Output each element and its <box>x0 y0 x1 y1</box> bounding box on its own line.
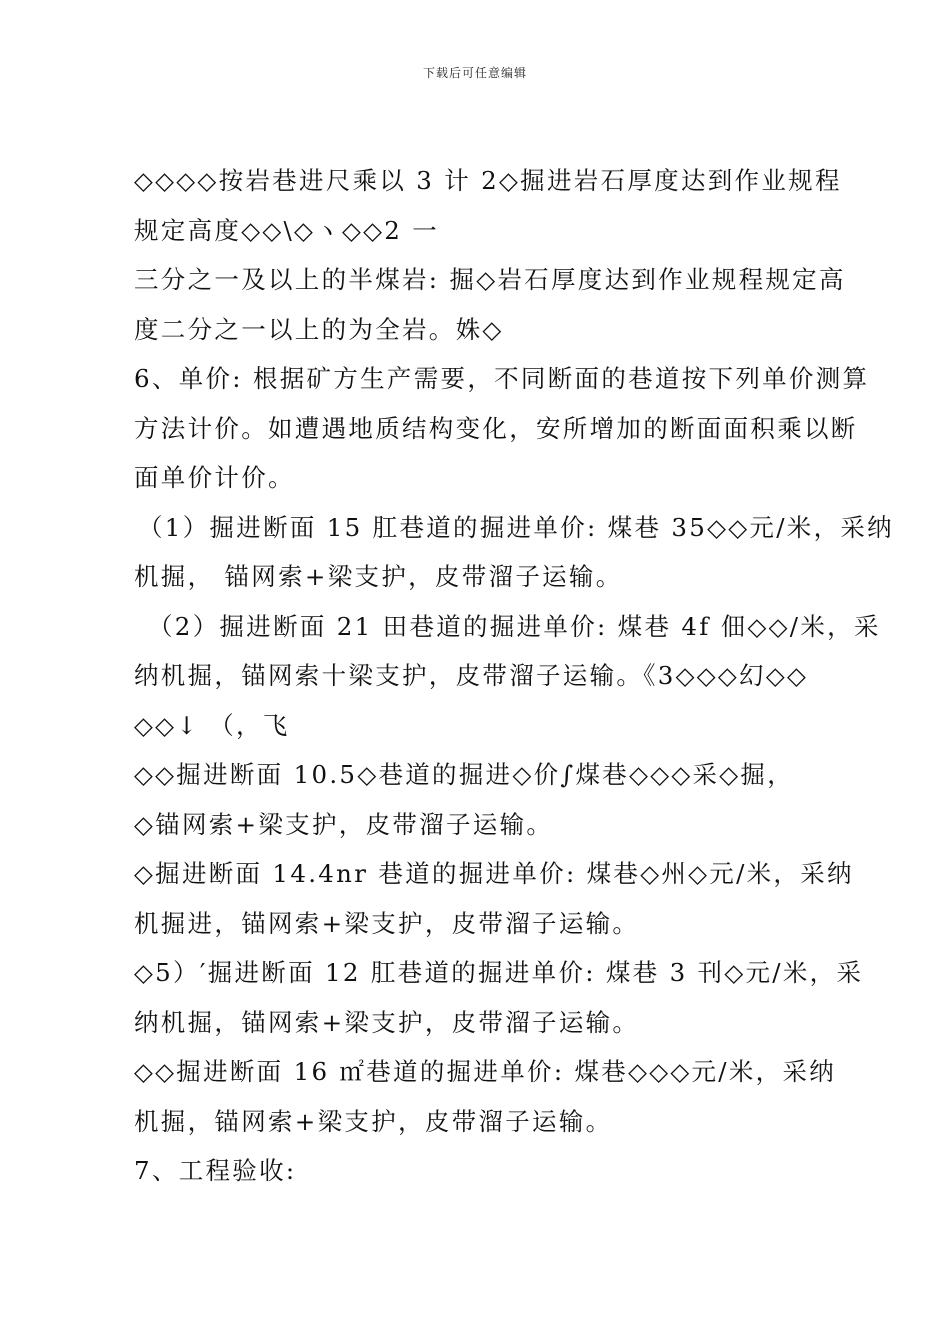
text-line: ◇锚网索+梁支护，皮带溜子运输。 <box>134 809 554 839</box>
text-line: ◇◇↓ （，飞 <box>134 710 290 740</box>
text-line: 规定高度◇◇\◇ヽ◇◇2 一 <box>134 215 440 245</box>
text-line: ◇掘进断面 14.4nr 巷道的掘进单价: 煤巷◇州◇元/米，采纳 <box>134 859 854 888</box>
text-line: （1）掘进断面 15 肛巷道的掘进单价: 煤巷 35◇◇元/米，采纳 <box>138 512 894 542</box>
text-line: ◇◇掘进断面 16 ㎡巷道的掘进单价: 煤巷◇◇◇元/米，采纳 <box>134 1057 837 1086</box>
text-line: ◇◇掘进断面 10.5◇巷道的掘进◇价∫煤巷◇◇◇采◇掘， <box>134 760 795 789</box>
page-header-note: 下载后可任意编辑 <box>422 66 527 80</box>
text-line: 机掘，锚网索+梁支护，皮带溜子运输。 <box>134 1106 613 1136</box>
text-line: 度二分之一以上的为全岩。姝◇ <box>134 314 504 344</box>
text-line: 6、单价: 根据矿方生产需要，不同断面的巷道按下列单价测算 <box>134 364 870 393</box>
text-line: 机掘进，锚网索+梁支护，皮带溜子运输。 <box>134 908 640 938</box>
text-line: 纳机掘，锚网索+梁支护，皮带溜子运输。 <box>134 1007 640 1037</box>
text-line: 7、工程验收: <box>134 1156 297 1185</box>
document-body <box>134 156 894 1196</box>
text-line: 面单价计价。 <box>134 463 295 492</box>
text-line: 纳机掘，锚网索十梁支护，皮带溜子运输。《3◇◇◇幻◇◇ <box>134 661 809 690</box>
text-line: 机掘， 锚网索+梁支护，皮带溜子运输。 <box>134 562 623 591</box>
text-line: 方法计价。如遭遇地质结构变化，安所增加的断面面积乘以断 <box>134 413 858 443</box>
text-line: ◇5）′掘进断面 12 肛巷道的掘进单价: 煤巷 3 刊◇元/米，采 <box>134 958 864 987</box>
text-line: （2）掘进断面 21 田巷道的掘进单价: 煤巷 4f 佃◇◇/米，采 <box>148 611 881 641</box>
text-line: 三分之一及以上的半煤岩: 掘◇岩石厚度达到作业规程规定高 <box>134 265 846 294</box>
text-line: ◇◇◇◇按岩巷进尺乘以 3 计 2◇掘进岩石厚度达到作业规程 <box>134 166 842 195</box>
